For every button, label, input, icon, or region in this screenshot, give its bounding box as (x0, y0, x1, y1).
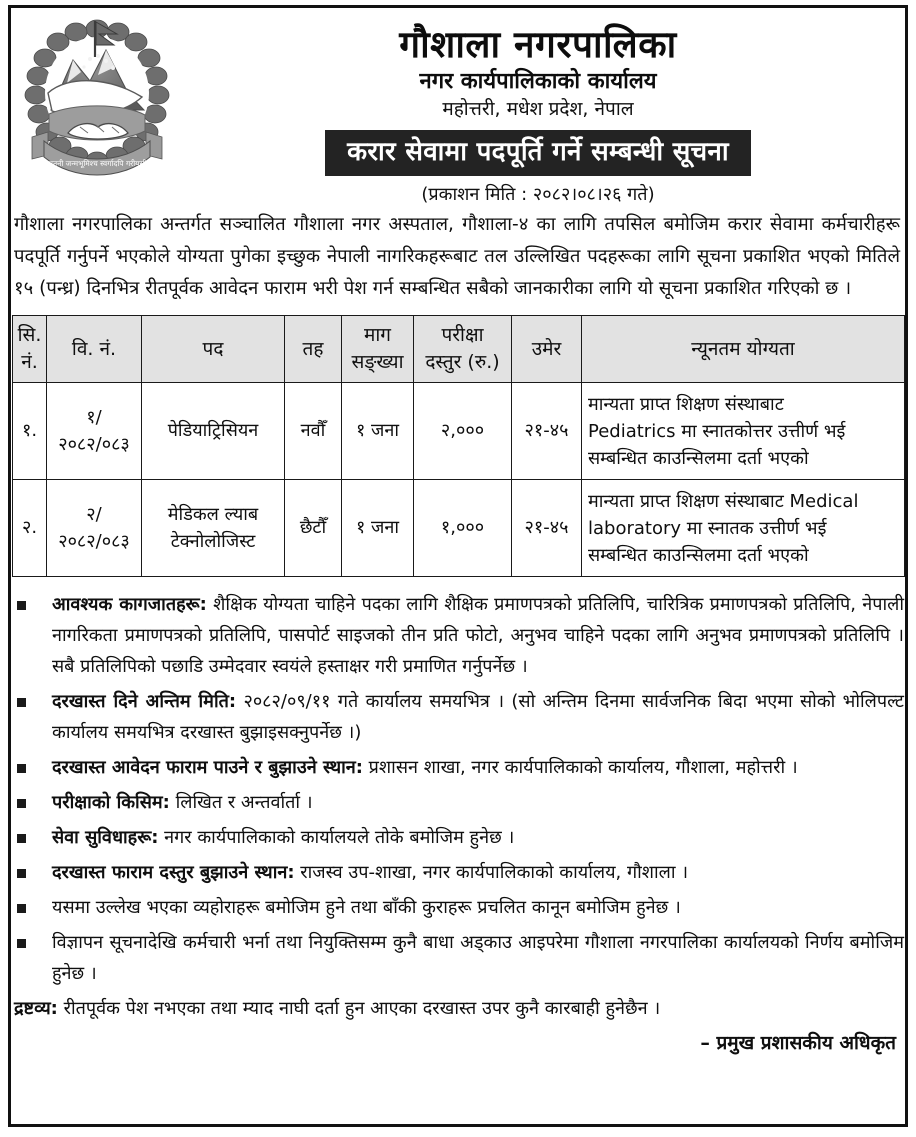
cell-ad-line1: २/ (86, 504, 102, 525)
cell-demand-count: १ जना (342, 480, 414, 577)
conditions-list (12, 589, 904, 989)
qual-line3: सम्बन्धित काउन्सिलमा दर्ता भएको (588, 544, 809, 566)
cell-demand-count: १ जना (342, 383, 414, 480)
office-address: महोत्तरी, मधेश प्रदेश, नेपाल (442, 98, 634, 120)
cell-age: २१-४५ (512, 480, 582, 577)
cell-serial-number: १. (13, 383, 47, 480)
list-item-text: राजस्व उप-शाखा, नगर कार्यपालिकाको कार्यालय, गौशाला । (294, 862, 689, 883)
cell-ad-line2: २०८२/०८३ (58, 531, 130, 552)
office-name: नगर कार्यपालिकाको कार्यालय (419, 69, 657, 94)
table-header-row (13, 316, 905, 383)
list-item-label: सेवा सुविधाहरू: (52, 827, 159, 848)
signatory: – प्रमुख प्रशासकीय अधिकृत (700, 1032, 896, 1054)
square-bullet-icon (17, 869, 26, 878)
square-bullet-icon (17, 939, 26, 948)
cell-minimum-qualification (582, 480, 905, 577)
square-bullet-icon (17, 799, 26, 808)
th-demand-line2: सङ्ख्या (351, 351, 404, 373)
footnote (12, 993, 904, 1024)
list-item-text: २०८२/०९/११ गते कार्यालय समयभित्र । (सो अन्तिम दिनमा सार्वजनिक बिदा भएमा सोको भोलिपल्ट कार्यालय समयभित्र दरखास्त बुझाइसक्नुपर्नेछ ।) (52, 691, 905, 743)
list-item (12, 787, 904, 818)
th-fee-line1: परीक्षा (441, 324, 484, 346)
th-serial-number (13, 316, 47, 383)
vacancy-table-body (13, 383, 905, 577)
th-post: पद (142, 316, 285, 383)
organization-name: गौशाला नगरपालिका (399, 23, 677, 66)
th-age: उमेर (512, 316, 582, 383)
table-row (13, 480, 905, 577)
svg-text:जननी जन्मभूमिश्च स्वर्गादपि गर: जननी जन्मभूमिश्च स्वर्गादपि गरीयसी (47, 159, 147, 168)
cell-serial-number: २. (13, 480, 47, 577)
cell-minimum-qualification (582, 383, 905, 480)
list-item (12, 927, 904, 989)
footnote-label: द्रष्टव्य: (14, 998, 58, 1019)
cell-level: नवौँ (285, 383, 342, 480)
square-bullet-icon (17, 904, 26, 913)
list-item (12, 752, 904, 783)
list-item-text: विज्ञापन सूचनादेखि कर्मचारी भर्ना तथा नियुक्तिसम्म कुनै बाधा अड्काउ आइपरेमा गौशाला नगरपालिका कार्यालयको निर्णय बमोजिम हुनेछ । (52, 932, 904, 984)
vacancy-table-head (13, 316, 905, 383)
header-text-block (172, 9, 904, 207)
cell-level: छैटौँ (285, 480, 342, 577)
list-item (12, 589, 904, 682)
vacancy-table (12, 315, 905, 577)
cell-ad-line1: १/ (86, 407, 102, 428)
cell-post: पेडियाट्रिसियन (142, 383, 285, 480)
cell-exam-fee: १,००० (414, 480, 512, 577)
footnote-text: रीतपूर्वक पेश नभएका तथा म्याद नाघी दर्ता हुन आएका दरखास्त उपर कुनै कारबाही हुनेछैन । (57, 998, 661, 1019)
th-demand-count (342, 316, 414, 383)
list-item-text: प्रशासन शाखा, नगर कार्यपालिकाको कार्यालय, गौशाला, महोत्तरी । (362, 757, 798, 778)
list-item-text: लिखित र अन्तर्वार्ता । (169, 792, 313, 813)
cell-ad-line2: २०८२/०८३ (58, 434, 130, 455)
qual-line1: मान्यता प्राप्त शिक्षण संस्थाबाट (588, 393, 784, 415)
list-item-label: परीक्षाको किसिम: (52, 792, 170, 813)
cell-age: २१-४५ (512, 383, 582, 480)
list-item-text: शैक्षिक योग्यता चाहिने पदका लागि शैक्षिक प्रमाणपत्रको प्रतिलिपि, चारित्रिक प्रमाणपत्रको प्रतिलिपि, नेपाली नागरिकता प्रमाणपत्रको प्रतिलिपि, पासपोर्ट साइजको तीन प्रति फोटो, अनुभव चाहिने पदका लागि अनुभव प्रमाणपत्रको प्रतिलिपि । सबै प्रतिलिपिको पछाडि उम्मेदवार स्वयंले हस्ताक्षर गरी प्रमाणित गर्नुपर्नेछ । (52, 594, 904, 677)
qual-line3: सम्बन्धित काउन्सिलमा दर्ता भएको (588, 447, 809, 469)
th-serial-line2: नं. (21, 351, 38, 373)
list-item-label: दरखास्त फाराम दस्तुर बुझाउने स्थान: (52, 862, 295, 883)
qual-line2: laboratory मा स्नातक उत्तीर्ण भई (588, 517, 827, 539)
square-bullet-icon (17, 764, 26, 773)
th-advertisement-number: वि. नं. (47, 316, 142, 383)
intro-paragraph: गौशाला नगरपालिका अन्तर्गत सञ्चालित गौशाला नगर अस्पताल, गौशाला-४ का लागि तपसिल बमोजिम करार सेवामा कर्मचारीहरू पदपूर्ति गर्नुपर्ने भएकोले योग्यता पुगेका इच्छुक नेपाली नागरिकहरूबाट तल उल्लिखित पदहरूका लागि सूचना प्रकाशित भएको मितिले १५ (पन्ध्र) दिनभित्र रीतपूर्वक आवेदन फाराम भरी पेश गर्न सम्बन्धित सबैको जानकारीका लागि यो सूचना प्रकाशित गरिएको छ । (14, 214, 900, 299)
square-bullet-icon (17, 698, 26, 707)
cell-exam-fee: २,००० (414, 383, 512, 480)
qual-line2: Pediatrics मा स्नातकोत्तर उत्तीर्ण भई (588, 420, 846, 442)
document-body (12, 9, 904, 1123)
list-item-text: नगर कार्यपालिकाको कार्यालयले तोके बमोजिम हुनेछ । (158, 827, 515, 848)
cell-advertisement-number (47, 480, 142, 577)
cell-post-line2: टेक्नोलोजिस्ट (170, 531, 256, 552)
table-row (13, 383, 905, 480)
list-item (12, 892, 904, 923)
list-item (12, 822, 904, 853)
list-item-label: दरखास्त आवेदन फाराम पाउने र बुझाउने स्थान: (52, 757, 363, 778)
list-item-label: आवश्यक कागजातहरू: (52, 594, 207, 615)
th-minimum-qualification: न्यूनतम योग्यता (582, 316, 905, 383)
th-exam-fee (414, 316, 512, 383)
square-bullet-icon (17, 834, 26, 843)
square-bullet-icon (17, 601, 26, 610)
list-item-text: यसमा उल्लेख भएका व्यहोराहरू बमोजिम हुने तथा बाँकी कुराहरू प्रचलित कानून बमोजिम हुनेछ । (52, 897, 681, 918)
notice-banner-title: करार सेवामा पदपूर्ति गर्ने सम्बन्धी सूचना (325, 130, 751, 176)
publication-date: (प्रकाशन मिति : २०८२।०८।२६ गते) (421, 184, 655, 205)
nepal-coat-of-arms-emblem (18, 15, 176, 199)
list-item-label: दरखास्त दिने अन्तिम मिति: (52, 691, 237, 712)
cell-post-line1: मेडिकल ल्याब (167, 504, 259, 525)
list-item (12, 686, 904, 748)
th-serial-line1: सि. (17, 324, 42, 346)
cell-post (142, 480, 285, 577)
document-header (12, 9, 904, 205)
th-demand-line1: माग (364, 324, 391, 346)
th-fee-line2: दस्तुर (रु.) (425, 351, 500, 373)
cell-advertisement-number (47, 383, 142, 480)
qual-line1: मान्यता प्राप्त शिक्षण संस्थाबाट Medical (588, 490, 859, 512)
th-level: तह (285, 316, 342, 383)
list-item (12, 857, 904, 888)
